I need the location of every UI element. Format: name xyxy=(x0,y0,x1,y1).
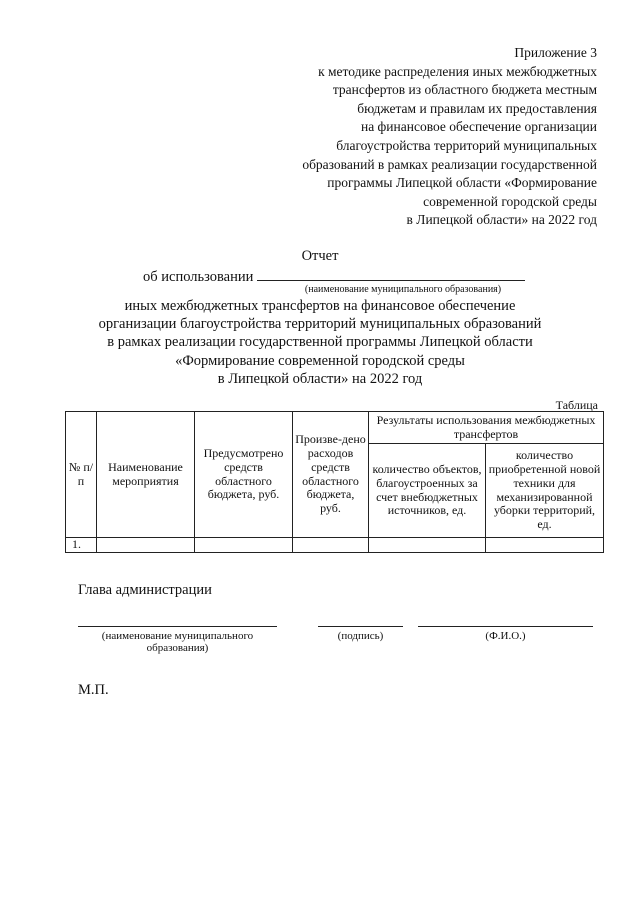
municipality-hint-line: (наименование муниципального xyxy=(101,630,254,642)
cell-equipment[interactable] xyxy=(486,538,604,553)
header-objects: количество объектов, благоустроенных за счет внебюджетных источников, ед. xyxy=(369,444,486,538)
appendix-line: бюджетам и правилам их предоставления xyxy=(357,100,597,116)
appendix-header xyxy=(217,44,597,230)
table-caption: Таблица xyxy=(555,398,598,412)
cell-event[interactable] xyxy=(97,538,195,553)
header-planned: Предусмотрено средств областного бюджета, руб. xyxy=(195,412,293,538)
report-subject xyxy=(0,297,640,388)
signature-hint: (подпись) xyxy=(337,630,384,642)
header-num: № п/п xyxy=(66,412,97,538)
usage-prefix: об использовании xyxy=(143,269,254,285)
appendix-line: образований в рамках реализации государственной xyxy=(302,156,597,172)
appendix-line: программы Липецкой области «Формирование xyxy=(327,175,597,191)
full-name-line[interactable] xyxy=(418,626,593,627)
appendix-line: трансфертов из областного бюджета местным xyxy=(332,82,597,98)
header-results-group: Результаты использования межбюджетных трансфертов xyxy=(369,412,604,444)
municipality-hint: (наименование муниципального образования) xyxy=(304,284,502,295)
header-event: Наименование мероприятия xyxy=(97,412,195,538)
cell-objects[interactable] xyxy=(369,538,486,553)
head-of-administration-label: Глава администрации xyxy=(78,582,212,598)
appendix-line: современной городской среды xyxy=(423,193,597,209)
appendix-line: к методике распределения иных межбюджетных xyxy=(318,63,597,79)
cell-planned[interactable] xyxy=(195,538,293,553)
subject-line: иных межбюджетных трансфертов на финансовое обеспечение xyxy=(124,298,516,314)
full-name-hint: (Ф.И.О.) xyxy=(485,630,526,642)
cell-num: 1. xyxy=(66,538,97,553)
header-equipment: количество приобретенной новой техники для механизированной уборки территорий, ед. xyxy=(486,444,604,538)
report-table xyxy=(65,411,604,553)
municipality-hint-block xyxy=(78,630,277,654)
appendix-line: Приложение 3 xyxy=(514,45,597,60)
report-title: Отчет xyxy=(301,248,339,264)
subject-line: в Липецкой области» на 2022 год xyxy=(217,370,423,387)
appendix-line: в Липецкой области» на 2022 год xyxy=(406,212,597,228)
subject-line: «Формирование современной городской среды xyxy=(175,352,465,369)
signature-line[interactable] xyxy=(318,626,403,627)
municipality-blank-field[interactable] xyxy=(257,268,525,281)
appendix-line: благоустройства территорий муниципальных xyxy=(336,137,597,153)
header-spent: Произве-дено расходов средств областного бюджета, руб. xyxy=(293,412,369,538)
subject-line: организации благоустройства территорий муниципальных образований xyxy=(98,316,542,333)
municipality-signature-line[interactable] xyxy=(78,626,277,627)
municipality-hint-line: образования) xyxy=(146,642,209,654)
subject-line: в рамках реализации государственной программы Липецкой области xyxy=(107,334,533,351)
table-row xyxy=(66,538,604,553)
appendix-line: на финансовое обеспечение организации xyxy=(360,119,597,135)
cell-spent[interactable] xyxy=(293,538,369,553)
stamp-place-label: М.П. xyxy=(78,682,109,698)
